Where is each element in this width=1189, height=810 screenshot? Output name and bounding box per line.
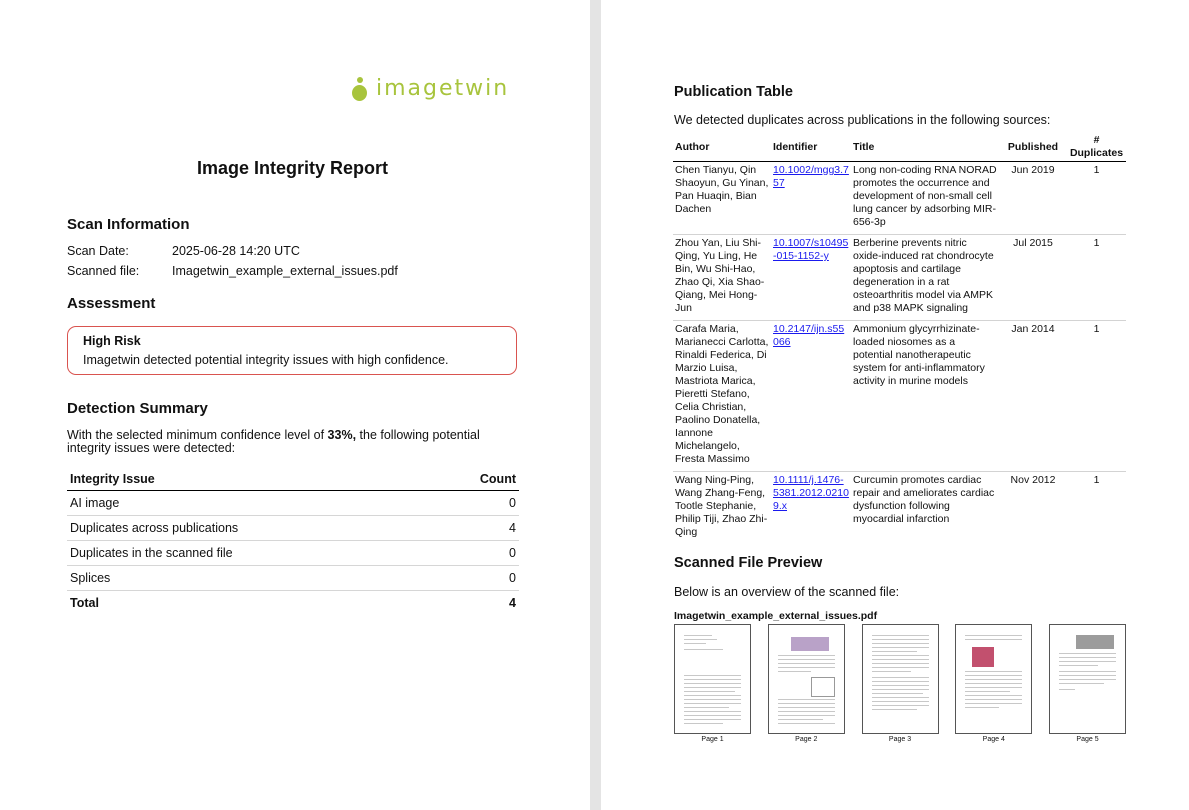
thumbnail-text-line	[965, 695, 1022, 696]
issue-name: Splices	[67, 566, 431, 591]
publication-table	[673, 133, 1126, 544]
thumbnail-text-line	[872, 701, 929, 702]
thumbnail-text-line	[778, 703, 835, 704]
publication-table-intro: We detected duplicates across publications in the following sources:	[674, 113, 1051, 127]
thumbnail-text-line	[872, 647, 929, 648]
issue-count: 0	[431, 491, 519, 516]
page-thumbnails	[673, 624, 1127, 743]
thumbnail-text-line	[872, 681, 929, 682]
thumbnail-text-line	[1059, 683, 1104, 684]
thumbnail-text-line	[778, 667, 835, 668]
thumbnail-text-line	[1059, 653, 1116, 654]
table-row	[67, 516, 519, 541]
col-identifier: Identifier	[771, 133, 851, 162]
thumbnail-text-line	[965, 635, 1022, 636]
thumbnail-text-line	[684, 699, 741, 700]
risk-assessment-box	[67, 326, 517, 375]
scanned-file-value: Imagetwin_example_external_issues.pdf	[172, 264, 398, 278]
thumbnail-text-line	[965, 691, 1010, 692]
doi-link[interactable]: 10.2147/ijn.s55066	[773, 323, 845, 348]
imagetwin-logo-icon	[352, 77, 368, 101]
page-label: Page 4	[982, 736, 1005, 743]
table-row	[673, 162, 1126, 235]
col-integrity-issue: Integrity Issue	[67, 468, 431, 491]
thumbnail-text-line	[1059, 657, 1116, 658]
thumbnail-text-line	[965, 687, 1022, 688]
thumbnail-text-line	[1059, 661, 1116, 662]
thumbnail-text-line	[965, 683, 1022, 684]
detection-summary-heading: Detection Summary	[67, 400, 208, 417]
pub-date: Nov 2012	[1010, 474, 1056, 486]
thumbnail-text-line	[778, 723, 835, 724]
scanned-file-row	[67, 264, 398, 278]
thumbnail-text-line	[872, 697, 929, 698]
thumbnail-text-line	[684, 675, 741, 676]
thumbnail-text-line	[778, 715, 835, 716]
publication-header-row	[673, 133, 1126, 162]
scanned-file-preview-intro: Below is an overview of the scanned file:	[674, 585, 900, 599]
thumbnail-text-line	[872, 667, 929, 668]
thumbnail-text-line	[1059, 679, 1116, 680]
pub-title: Long non-coding RNA NORAD promotes the occurrence and development of non-small cell lung cancer by adsorbing MIR-656-3p	[851, 162, 999, 235]
thumbnail-text-line	[965, 679, 1022, 680]
table-row	[673, 321, 1126, 472]
thumbnail-text-line	[684, 687, 741, 688]
thumbnail-text-line	[872, 693, 923, 694]
pub-date: Jul 2015	[999, 235, 1067, 321]
page-thumbnail-image[interactable]	[1049, 624, 1126, 734]
thumbnail-text-line	[965, 707, 998, 708]
thumbnail-text-line	[872, 685, 929, 686]
thumbnail-text-line	[965, 703, 1022, 704]
thumbnail-text-line	[778, 719, 823, 720]
col-author: Author	[673, 133, 771, 162]
thumbnail-text-line	[684, 639, 717, 640]
doi-link[interactable]: 10.1002/mgg3.757	[773, 164, 849, 189]
col-published: Published	[999, 133, 1067, 162]
pub-author: Zhou Yan, Liu Shi-Qing, Yu Ling, He Bin, Wu Shi-Hao, Zhao Qi, Xia Shao-Qiang, Mei Hong-Jun	[673, 235, 771, 321]
pub-duplicates: 1	[1067, 162, 1126, 235]
pub-duplicates: 1	[1067, 321, 1126, 472]
summary-intro-before: With the selected minimum confidence level of	[67, 428, 328, 442]
confidence-level: 33%,	[327, 428, 357, 442]
col-duplicates: # Duplicates	[1067, 133, 1126, 162]
total-count: 4	[431, 591, 519, 616]
thumbnail-text-line	[778, 663, 835, 664]
thumbnail-text-line	[872, 705, 929, 706]
pub-title: Berberine prevents nitric oxide-induced rat chondrocyte apoptosis and cartilage degeneration in a rat osteoarthritis model via AMPK and p38 MAPK signaling	[851, 235, 999, 321]
page-gutter	[590, 0, 601, 810]
page-thumbnail[interactable]	[767, 624, 846, 743]
page-label: Page 2	[795, 736, 818, 743]
pub-title: Ammonium glycyrrhizinate-loaded niosomes as a potential nanotherapeutic system for anti-inflammatory activity in murine models	[851, 321, 999, 472]
scan-information-heading: Scan Information	[67, 216, 190, 233]
thumbnail-text-line	[1059, 671, 1116, 672]
doi-link[interactable]: 10.1007/s10495-015-1152-y	[773, 237, 849, 262]
thumbnail-text-line	[965, 639, 1022, 640]
thumbnail-text-line	[965, 675, 1022, 676]
pub-date: Jun 2019	[999, 162, 1067, 235]
total-label: Total	[67, 591, 431, 616]
doi-link[interactable]: 10.1111/j.1476-5381.2012.02109.x	[773, 474, 849, 512]
integrity-issues-table	[67, 468, 519, 615]
issue-name: Duplicates across publications	[67, 516, 431, 541]
thumbnail-text-line	[872, 663, 929, 664]
issue-count: 0	[431, 541, 519, 566]
page-thumbnail[interactable]	[954, 624, 1033, 743]
risk-description: Imagetwin detected potential integrity issues with high confidence.	[83, 353, 449, 367]
pub-duplicates: 1	[1067, 235, 1126, 321]
table-row	[673, 235, 1126, 321]
thumbnail-text-line	[872, 671, 911, 672]
page-thumbnail-image[interactable]	[955, 624, 1032, 734]
col-title: Title	[851, 133, 999, 162]
thumbnail-text-line	[778, 707, 835, 708]
table-row	[67, 566, 519, 591]
report-page-2	[601, 0, 1189, 810]
thumbnail-text-line	[684, 635, 712, 636]
pub-duplicates: 1	[1093, 474, 1100, 486]
thumbnail-text-line	[965, 671, 1022, 672]
thumbnail-text-line	[684, 703, 741, 704]
thumbnail-text-line	[684, 683, 741, 684]
report-page-1	[0, 0, 590, 810]
summary-intro-after: the following potential integrity issues were detected:	[67, 428, 480, 455]
col-count: Count	[431, 468, 519, 491]
scan-date-value: 2025-06-28 14:20 UTC	[172, 244, 300, 258]
publication-table-heading: Publication Table	[674, 84, 793, 100]
thumbnail-text-line	[872, 643, 929, 644]
thumbnail-text-line	[684, 723, 723, 724]
thumbnail-text-line	[1059, 665, 1098, 666]
issue-name: Duplicates in the scanned file	[67, 541, 431, 566]
thumbnail-text-line	[872, 709, 917, 710]
page-thumbnail[interactable]	[861, 624, 940, 743]
scanned-file-label: Scanned file:	[67, 264, 140, 278]
page-thumbnail-image[interactable]	[674, 624, 751, 734]
thumbnail-text-line	[872, 651, 917, 652]
pub-author: Chen Tianyu, Qin Shaoyun, Gu Yinan, Pan Huaqin, Bian Dachen	[673, 162, 771, 235]
table-row	[67, 541, 519, 566]
table-row	[673, 472, 1126, 545]
report-title: Image Integrity Report	[196, 158, 389, 178]
thumbnail-text-line	[684, 715, 741, 716]
pub-author: Carafa Maria, Marianecci Carlotta, Rinaldi Federica, Di Marzio Luisa, Mastriota Marica, Pieretti Stefano, Celia Christian, Paolino Donatella, Iannone Michelangelo, Fresta Massimo	[673, 321, 771, 472]
scan-date-label: Scan Date:	[67, 244, 129, 258]
issues-header-row	[67, 468, 519, 491]
page-thumbnail[interactable]	[1048, 624, 1127, 743]
issue-count: 0	[431, 566, 519, 591]
thumbnail-text-line	[872, 677, 929, 678]
assessment-heading: Assessment	[67, 295, 156, 312]
table-row	[67, 491, 519, 516]
page-label: Page 1	[701, 736, 724, 743]
thumbnail-text-line	[778, 671, 811, 672]
thumbnail-text-line	[1059, 689, 1075, 690]
imagetwin-logo	[352, 76, 509, 101]
thumbnail-text-line	[872, 655, 929, 656]
thumbnail-text-line	[965, 699, 1022, 700]
total-row	[67, 591, 519, 616]
thumbnail-text-line	[1059, 675, 1116, 676]
preview-file-name: Imagetwin_example_external_issues.pdf	[674, 610, 878, 622]
pub-title: Curcumin promotes cardiac repair and ameliorates cardiac dysfunction following myocardial infarction	[853, 474, 995, 525]
thumbnail-text-line	[684, 711, 741, 712]
page-label: Page 5	[1076, 736, 1099, 743]
risk-level: High Risk	[83, 334, 141, 348]
thumbnail-text-line	[872, 639, 929, 640]
thumbnail-text-line	[872, 635, 929, 636]
page-thumbnail-image[interactable]	[862, 624, 939, 734]
issue-name: AI image	[67, 491, 431, 516]
thumbnail-text-line	[684, 707, 729, 708]
detection-summary-intro	[67, 429, 507, 455]
scan-date-row	[67, 244, 300, 258]
thumbnail-text-line	[684, 695, 741, 696]
thumbnail-text-line	[778, 699, 835, 700]
thumbnail-text-line	[684, 691, 735, 692]
thumbnail-text-line	[778, 659, 835, 660]
pub-date: Jan 2014	[999, 321, 1067, 472]
thumbnail-text-line	[872, 689, 929, 690]
thumbnail-text-line	[684, 649, 723, 650]
page-label: Page 3	[888, 736, 912, 743]
scanned-file-preview-heading: Scanned File Preview	[674, 555, 823, 571]
thumbnail-text-line	[684, 679, 741, 680]
page-thumbnail-image[interactable]	[768, 624, 845, 734]
pub-author: Wang Ning-Ping, Wang Zhang-Feng, Tootle Stephanie, Philip Tiji, Zhao Zhi-Qing	[675, 474, 768, 538]
thumbnail-text-line	[778, 711, 835, 712]
thumbnail-text-line	[778, 655, 835, 656]
page-thumbnail[interactable]	[673, 624, 752, 743]
logo-text: imagetwin	[376, 76, 510, 101]
thumbnail-text-line	[684, 719, 741, 720]
thumbnail-text-line	[872, 659, 929, 660]
issue-count: 4	[431, 516, 519, 541]
thumbnail-text-line	[684, 643, 706, 644]
